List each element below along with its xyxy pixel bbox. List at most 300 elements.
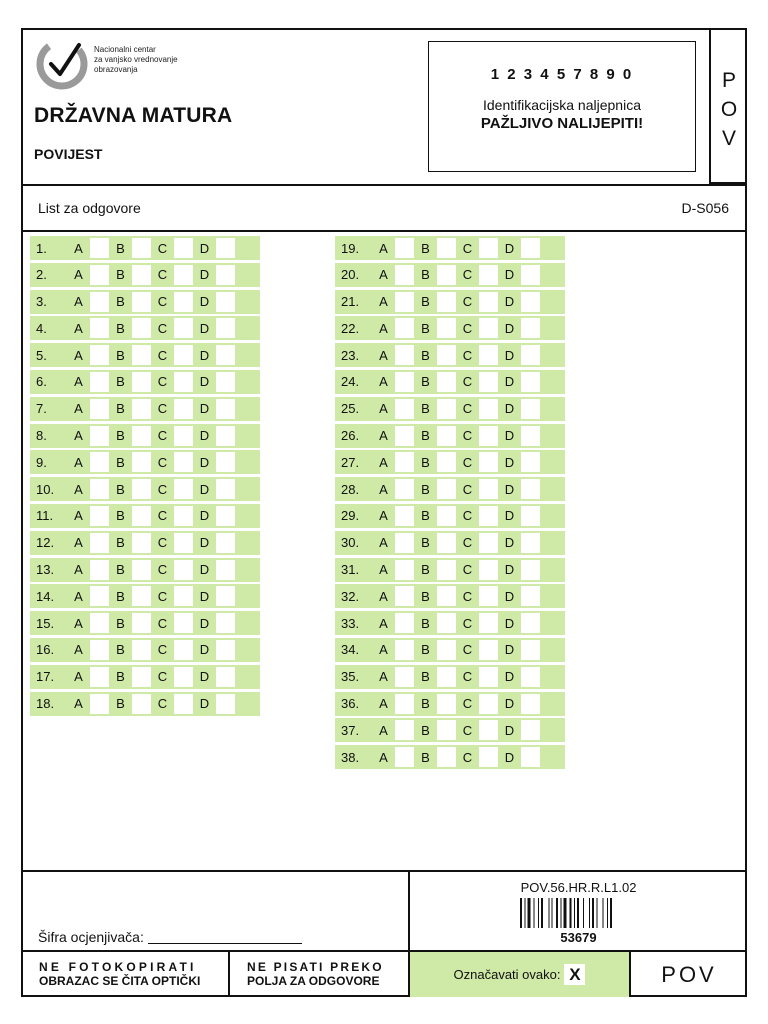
answer-box-a[interactable] (395, 372, 414, 392)
option-label: D (504, 669, 515, 685)
answer-box-c[interactable] (174, 640, 193, 660)
answer-box-c[interactable] (479, 426, 498, 446)
answer-box-c[interactable] (479, 265, 498, 285)
answer-row (30, 343, 260, 367)
question-number: 9. (36, 454, 47, 470)
answer-box-d[interactable] (216, 452, 235, 472)
option-label: D (504, 294, 515, 310)
option-label: C (157, 454, 168, 470)
option-label: B (116, 374, 125, 390)
answer-box-a[interactable] (395, 694, 414, 714)
answer-box-b[interactable] (132, 533, 151, 553)
answer-box-c[interactable] (479, 720, 498, 740)
answer-box-b[interactable] (437, 292, 456, 312)
option-label: D (504, 401, 515, 417)
option-label: D (504, 508, 515, 524)
option-label: A (74, 696, 83, 712)
answer-box-b[interactable] (437, 399, 456, 419)
answer-box-b[interactable] (132, 426, 151, 446)
answer-box-a[interactable] (395, 238, 414, 258)
answer-box-d[interactable] (216, 560, 235, 580)
option-label: A (379, 669, 388, 685)
subject-title: POVIJEST (34, 146, 103, 162)
answer-box-b[interactable] (132, 345, 151, 365)
barcode-bar (570, 898, 572, 928)
option-label: C (157, 347, 168, 363)
answer-box-a[interactable] (90, 372, 109, 392)
answer-box-b[interactable] (437, 265, 456, 285)
answer-box-a[interactable] (90, 318, 109, 338)
barcode-number: 53679 (560, 930, 597, 945)
answer-box-a[interactable] (395, 747, 414, 767)
answer-box-d[interactable] (216, 238, 235, 258)
answer-row (335, 745, 565, 769)
barcode-icon (520, 898, 645, 928)
option-label: A (74, 669, 83, 685)
sheet-code: D-S056 (681, 200, 729, 216)
answer-box-b[interactable] (132, 372, 151, 392)
question-number: 29. (341, 508, 360, 524)
answer-box-c[interactable] (174, 399, 193, 419)
option-label: B (421, 454, 430, 470)
answer-box-c[interactable] (174, 694, 193, 714)
answer-box-d[interactable] (216, 292, 235, 312)
answer-box-c[interactable] (174, 265, 193, 285)
barcode-bar (597, 898, 598, 928)
answer-box-b[interactable] (437, 747, 456, 767)
question-number: 2. (36, 267, 47, 283)
answer-box-d[interactable] (521, 318, 540, 338)
answer-box-b[interactable] (132, 694, 151, 714)
answer-box-c[interactable] (479, 479, 498, 499)
answer-box-a[interactable] (90, 238, 109, 258)
option-label: B (116, 481, 125, 497)
answer-row (335, 397, 565, 421)
answer-box-c[interactable] (479, 345, 498, 365)
divider (23, 184, 745, 186)
answer-box-c[interactable] (174, 560, 193, 580)
answer-box-c[interactable] (479, 452, 498, 472)
answer-box-c[interactable] (174, 292, 193, 312)
answer-box-a[interactable] (90, 613, 109, 633)
option-label: A (74, 294, 83, 310)
option-label: D (504, 267, 515, 283)
barcode-bar (577, 898, 579, 928)
answer-box-b[interactable] (437, 426, 456, 446)
question-number: 11. (36, 508, 54, 524)
option-label: A (74, 535, 83, 551)
question-number: 16. (36, 642, 55, 658)
option-label: C (157, 642, 168, 658)
option-label: D (504, 347, 515, 363)
barcode-bar (564, 898, 567, 928)
answer-box-d[interactable] (521, 399, 540, 419)
answer-row (30, 397, 260, 421)
option-label: C (157, 401, 168, 417)
option-label: C (462, 347, 473, 363)
option-label: A (74, 374, 83, 390)
answer-box-a[interactable] (90, 560, 109, 580)
answer-box-a[interactable] (90, 452, 109, 472)
option-label: D (199, 454, 210, 470)
answer-box-d[interactable] (216, 265, 235, 285)
option-label: D (199, 401, 210, 417)
answer-box-b[interactable] (437, 720, 456, 740)
answer-box-d[interactable] (521, 426, 540, 446)
divider (23, 230, 745, 232)
answer-row (335, 558, 565, 582)
option-label: C (157, 481, 168, 497)
answer-box-c[interactable] (479, 533, 498, 553)
answer-box-c[interactable] (479, 399, 498, 419)
option-label: A (379, 374, 388, 390)
answer-box-c[interactable] (174, 533, 193, 553)
answer-box-d[interactable] (521, 345, 540, 365)
answer-box-d[interactable] (216, 372, 235, 392)
option-label: C (462, 696, 473, 712)
answer-sheet (21, 28, 747, 997)
answer-box-d[interactable] (216, 586, 235, 606)
answer-box-d[interactable] (216, 533, 235, 553)
grader-code-field[interactable]: Šifra ocjenjivača: (38, 929, 302, 945)
option-label: D (504, 481, 515, 497)
answer-box-a[interactable] (395, 720, 414, 740)
answer-box-a[interactable] (90, 667, 109, 687)
answer-box-a[interactable] (395, 586, 414, 606)
option-label: D (199, 669, 210, 685)
answer-box-a[interactable] (90, 586, 109, 606)
option-label: D (199, 696, 210, 712)
answer-row (30, 450, 260, 474)
answer-box-c[interactable] (174, 506, 193, 526)
answer-box-b[interactable] (437, 452, 456, 472)
answer-box-c[interactable] (174, 586, 193, 606)
barcode-bar (561, 898, 562, 928)
answer-box-a[interactable] (90, 640, 109, 660)
option-label: D (199, 294, 210, 310)
answer-box-a[interactable] (90, 265, 109, 285)
answer-box-a[interactable] (90, 426, 109, 446)
answer-box-d[interactable] (216, 506, 235, 526)
option-label: D (199, 535, 210, 551)
option-label: A (74, 562, 83, 578)
ncvvo-logo-icon (33, 33, 93, 93)
answer-box-d[interactable] (216, 613, 235, 633)
answer-box-c[interactable] (479, 694, 498, 714)
answer-box-a[interactable] (395, 345, 414, 365)
option-label: B (421, 588, 430, 604)
answer-box-a[interactable] (395, 452, 414, 472)
answer-row (335, 718, 565, 742)
answer-box-c[interactable] (479, 292, 498, 312)
answer-row (30, 263, 260, 287)
barcode-bar (583, 898, 584, 928)
answer-box-a[interactable] (90, 506, 109, 526)
answer-box-d[interactable] (216, 345, 235, 365)
answer-box-b[interactable] (132, 318, 151, 338)
answer-row (30, 504, 260, 528)
answer-box-c[interactable] (174, 479, 193, 499)
answer-box-b[interactable] (132, 238, 151, 258)
question-number: 8. (36, 428, 47, 444)
answer-box-c[interactable] (479, 560, 498, 580)
answer-box-b[interactable] (437, 506, 456, 526)
answer-box-a[interactable] (90, 292, 109, 312)
answer-row (335, 290, 565, 314)
barcode-bar (520, 898, 522, 928)
answer-box-b[interactable] (132, 292, 151, 312)
answer-box-a[interactable] (395, 506, 414, 526)
answer-box-d[interactable] (216, 426, 235, 446)
option-label: B (421, 481, 430, 497)
answer-box-d[interactable] (521, 747, 540, 767)
answer-box-a[interactable] (90, 399, 109, 419)
side-subject-code: P O V (709, 30, 747, 184)
option-label: A (74, 615, 83, 631)
barcode-bar (610, 898, 612, 928)
answer-box-b[interactable] (437, 667, 456, 687)
answer-box-b[interactable] (437, 479, 456, 499)
option-label: D (504, 374, 515, 390)
option-label: A (379, 320, 388, 336)
option-label: B (116, 267, 125, 283)
option-label: D (199, 588, 210, 604)
option-label: C (462, 562, 473, 578)
question-number: 6. (36, 374, 47, 390)
option-label: D (504, 749, 515, 765)
answer-row (335, 692, 565, 716)
answer-box-a[interactable] (90, 694, 109, 714)
option-label: A (74, 508, 83, 524)
answer-box-b[interactable] (437, 694, 456, 714)
answer-box-c[interactable] (479, 640, 498, 660)
answer-row (30, 584, 260, 608)
option-label: B (116, 428, 125, 444)
answer-box-c[interactable] (479, 586, 498, 606)
answer-box-d[interactable] (521, 452, 540, 472)
option-label: B (421, 294, 430, 310)
answer-row (30, 236, 260, 260)
subject-code-footer: POV (629, 952, 747, 997)
answer-box-a[interactable] (395, 533, 414, 553)
question-number: 28. (341, 481, 360, 497)
option-label: B (421, 562, 430, 578)
answer-box-a[interactable] (90, 479, 109, 499)
answer-box-b[interactable] (132, 667, 151, 687)
answer-row (30, 290, 260, 314)
barcode-bar (574, 898, 575, 928)
answer-box-c[interactable] (174, 238, 193, 258)
answer-box-b[interactable] (132, 586, 151, 606)
option-label: D (504, 240, 515, 256)
option-label: B (421, 535, 430, 551)
answer-box-d[interactable] (521, 506, 540, 526)
answer-box-a[interactable] (395, 613, 414, 633)
option-label: A (379, 294, 388, 310)
answer-box-a[interactable] (90, 533, 109, 553)
answer-box-c[interactable] (174, 318, 193, 338)
option-label: C (462, 535, 473, 551)
answer-box-c[interactable] (479, 238, 498, 258)
answer-box-c[interactable] (479, 372, 498, 392)
barcode-bar (549, 898, 550, 928)
answer-box-c[interactable] (479, 667, 498, 687)
answer-box-a[interactable] (395, 479, 414, 499)
grader-code-line[interactable] (148, 943, 302, 944)
answer-row (335, 263, 565, 287)
question-number: 22. (341, 320, 360, 336)
answer-box-b[interactable] (437, 586, 456, 606)
option-label: C (462, 374, 473, 390)
answer-box-c[interactable] (174, 613, 193, 633)
option-label: C (462, 508, 473, 524)
answer-box-a[interactable] (395, 292, 414, 312)
option-label: B (421, 240, 430, 256)
answer-box-b[interactable] (132, 452, 151, 472)
option-label: A (74, 454, 83, 470)
question-number: 34. (341, 642, 360, 658)
answer-box-b[interactable] (437, 345, 456, 365)
option-label: C (462, 615, 473, 631)
answer-box-c[interactable] (174, 426, 193, 446)
answer-box-c[interactable] (174, 452, 193, 472)
option-label: D (199, 347, 210, 363)
barcode-bar (534, 898, 535, 928)
answer-box-c[interactable] (174, 372, 193, 392)
marking-example: Označavati ovako: X (410, 952, 629, 997)
option-label: C (462, 294, 473, 310)
answer-box-d[interactable] (216, 399, 235, 419)
option-label: A (74, 428, 83, 444)
option-label: D (199, 320, 210, 336)
question-number: 20. (341, 267, 360, 283)
option-label: A (379, 401, 388, 417)
answer-box-b[interactable] (437, 640, 456, 660)
answer-box-b[interactable] (437, 318, 456, 338)
answer-box-d[interactable] (521, 292, 540, 312)
answer-box-d[interactable] (521, 372, 540, 392)
answer-box-b[interactable] (132, 506, 151, 526)
option-label: B (116, 294, 125, 310)
answer-box-d[interactable] (521, 560, 540, 580)
answer-box-d[interactable] (216, 318, 235, 338)
question-number: 4. (36, 320, 47, 336)
question-number: 31. (341, 562, 360, 578)
answer-box-a[interactable] (395, 667, 414, 687)
answer-box-a[interactable] (395, 426, 414, 446)
answer-box-b[interactable] (132, 265, 151, 285)
option-label: C (462, 669, 473, 685)
question-number: 17. (36, 669, 55, 685)
option-label: C (462, 722, 473, 738)
option-label: A (74, 320, 83, 336)
answer-box-d[interactable] (521, 667, 540, 687)
question-number: 19. (341, 240, 360, 256)
answer-box-a[interactable] (395, 560, 414, 580)
answer-box-c[interactable] (479, 747, 498, 767)
question-number: 3. (36, 294, 47, 310)
answer-box-b[interactable] (132, 613, 151, 633)
option-label: B (116, 535, 125, 551)
answer-box-a[interactable] (395, 318, 414, 338)
answer-box-a[interactable] (395, 399, 414, 419)
answer-box-a[interactable] (395, 265, 414, 285)
option-label: A (379, 347, 388, 363)
barcode-bar (592, 898, 594, 928)
answer-row (30, 558, 260, 582)
question-number: 10. (36, 481, 55, 497)
answer-row (30, 477, 260, 501)
answer-box-d[interactable] (216, 694, 235, 714)
answer-box-c[interactable] (174, 667, 193, 687)
answer-box-b[interactable] (437, 613, 456, 633)
answer-box-c[interactable] (479, 506, 498, 526)
answer-box-a[interactable] (395, 640, 414, 660)
answer-box-b[interactable] (437, 238, 456, 258)
answer-box-c[interactable] (479, 318, 498, 338)
answer-box-d[interactable] (521, 265, 540, 285)
answer-box-d[interactable] (521, 694, 540, 714)
answer-box-d[interactable] (216, 640, 235, 660)
answer-row (30, 316, 260, 340)
option-label: A (379, 562, 388, 578)
answer-box-a[interactable] (90, 345, 109, 365)
answer-box-d[interactable] (521, 640, 540, 660)
answer-box-d[interactable] (521, 238, 540, 258)
answer-row (335, 531, 565, 555)
answer-box-d[interactable] (521, 613, 540, 633)
answer-box-b[interactable] (437, 560, 456, 580)
answer-row (335, 584, 565, 608)
answer-box-c[interactable] (479, 613, 498, 633)
option-label: B (421, 347, 430, 363)
option-label: D (199, 642, 210, 658)
answer-box-d[interactable] (521, 533, 540, 553)
option-label: A (74, 642, 83, 658)
question-number: 23. (341, 347, 360, 363)
answer-box-b[interactable] (132, 560, 151, 580)
option-label: C (157, 294, 168, 310)
no-writing-note: NE PISATI PREKO POLJA ZA ODGOVORE (228, 952, 408, 997)
option-label: B (421, 428, 430, 444)
barcode-bar (528, 898, 531, 928)
sheet-title: List za odgovore (38, 200, 141, 216)
answer-box-b[interactable] (132, 479, 151, 499)
option-label: D (504, 696, 515, 712)
option-label: D (504, 428, 515, 444)
answer-box-b[interactable] (437, 533, 456, 553)
answer-box-b[interactable] (132, 399, 151, 419)
answer-box-d[interactable] (521, 479, 540, 499)
answer-box-d[interactable] (216, 479, 235, 499)
option-label: B (116, 401, 125, 417)
option-label: D (504, 454, 515, 470)
option-label: B (421, 669, 430, 685)
answer-box-b[interactable] (437, 372, 456, 392)
no-photocopy-note: NE FOTOKOPIRATI OBRAZAC SE ČITA OPTIČKI (39, 960, 201, 988)
barcode-bar (541, 898, 543, 928)
barcode-bar (525, 898, 526, 928)
option-label: D (504, 588, 515, 604)
option-label: D (199, 508, 210, 524)
answer-box-d[interactable] (216, 667, 235, 687)
question-number: 21. (341, 294, 360, 310)
answer-box-c[interactable] (174, 345, 193, 365)
answer-box-d[interactable] (521, 720, 540, 740)
answer-box-d[interactable] (521, 586, 540, 606)
answer-box-b[interactable] (132, 640, 151, 660)
option-label: A (379, 428, 388, 444)
